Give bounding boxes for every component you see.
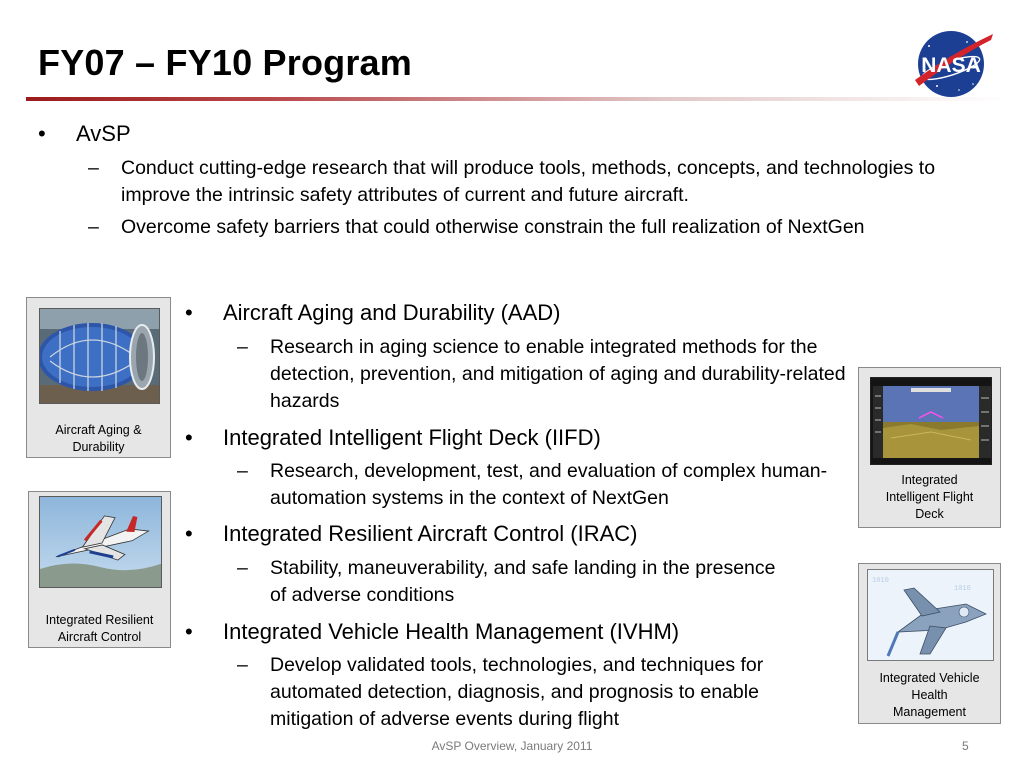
aad-caption — [27, 422, 170, 456]
bullet-symbol: • — [185, 300, 193, 325]
ivhm-image-box — [858, 563, 1001, 724]
avsp-sub-2-text: Overcome safety barriers that could otherwise constrain the full realization of NextGen — [121, 216, 865, 238]
nasa-logo-text: NASA — [921, 54, 981, 77]
dash-symbol: – — [88, 157, 99, 179]
bullet-iifd-text: Integrated Intelligent Flight Deck (IIFD) — [223, 425, 601, 450]
bullet-ivhm-text: Integrated Vehicle Health Management (IVHM) — [223, 619, 680, 644]
aad-image-box — [26, 297, 171, 458]
irac-desc-text: Stability, maneuverability, and safe landing in the presence of adverse conditions — [270, 557, 776, 606]
iifd-caption-line-3: Deck — [915, 507, 944, 521]
vehicle-health-render — [867, 569, 994, 661]
page-number: 5 — [962, 739, 969, 753]
avsp-sub-1-text: Conduct cutting-edge research that will produce tools, methods, concepts, and technologies to improve the intrinsic safety attributes of current and future aircraft. — [121, 157, 936, 206]
aircraft-fuselage-photo — [39, 308, 160, 404]
dash-symbol: – — [237, 336, 248, 358]
iifd-caption — [859, 472, 1000, 523]
bullet-irac-text: Integrated Resilient Aircraft Control (IRAC) — [223, 521, 638, 546]
title-rule — [26, 97, 1006, 101]
iifd-caption-line-2: Intelligent Flight — [885, 490, 974, 504]
ivhm-caption-line-2: Health — [911, 688, 948, 702]
dash-symbol: – — [88, 216, 99, 238]
irac-image-box — [28, 491, 171, 648]
dash-symbol: – — [237, 654, 248, 676]
dash-symbol: – — [237, 557, 248, 579]
iifd-image-box — [858, 367, 1001, 528]
iifd-caption-line-1: Integrated — [901, 473, 958, 487]
bullet-avsp-text: AvSP — [76, 121, 131, 146]
ivhm-caption-line-1: Integrated Vehicle — [879, 671, 980, 685]
ivhm-image-binary-2: 1010 — [954, 585, 971, 593]
ivhm-image-binary-1: 1010 — [872, 577, 889, 585]
slide-title: FY07 – FY10 Program — [38, 42, 412, 83]
bullet-symbol: • — [38, 121, 46, 146]
irac-caption — [29, 612, 170, 646]
irac-caption-line-1: Integrated Resilient — [45, 613, 154, 627]
ivhm-caption-line-3: Management — [893, 705, 966, 719]
bullet-symbol: • — [185, 521, 193, 546]
slide-footer: AvSP Overview, January 2011 — [431, 739, 593, 753]
ivhm-caption — [859, 670, 1000, 721]
nasa-logo — [907, 28, 995, 100]
aad-desc-text: Research in aging science to enable integrated methods for the detection, prevention, and mitigation of aging and durability-related hazards — [270, 336, 846, 412]
bullet-aad-text: Aircraft Aging and Durability (AAD) — [223, 300, 561, 325]
aad-caption-line-2: Durability — [72, 440, 125, 454]
bullet-symbol: • — [185, 619, 193, 644]
ivhm-desc-text: Develop validated tools, technologies, and techniques for automated detection, diagnosis, and prognosis to enable mitigation of adverse events during flight — [270, 654, 764, 730]
aad-caption-line-1: Aircraft Aging & — [55, 423, 142, 437]
dash-symbol: – — [237, 460, 248, 482]
bullet-symbol: • — [185, 425, 193, 450]
resilient-jet-photo — [39, 496, 162, 588]
iifd-desc-text: Research, development, test, and evaluation of complex human-automation systems in the context of NextGen — [270, 460, 828, 509]
flight-deck-display-photo — [870, 377, 992, 465]
irac-caption-line-2: Aircraft Control — [57, 630, 142, 644]
